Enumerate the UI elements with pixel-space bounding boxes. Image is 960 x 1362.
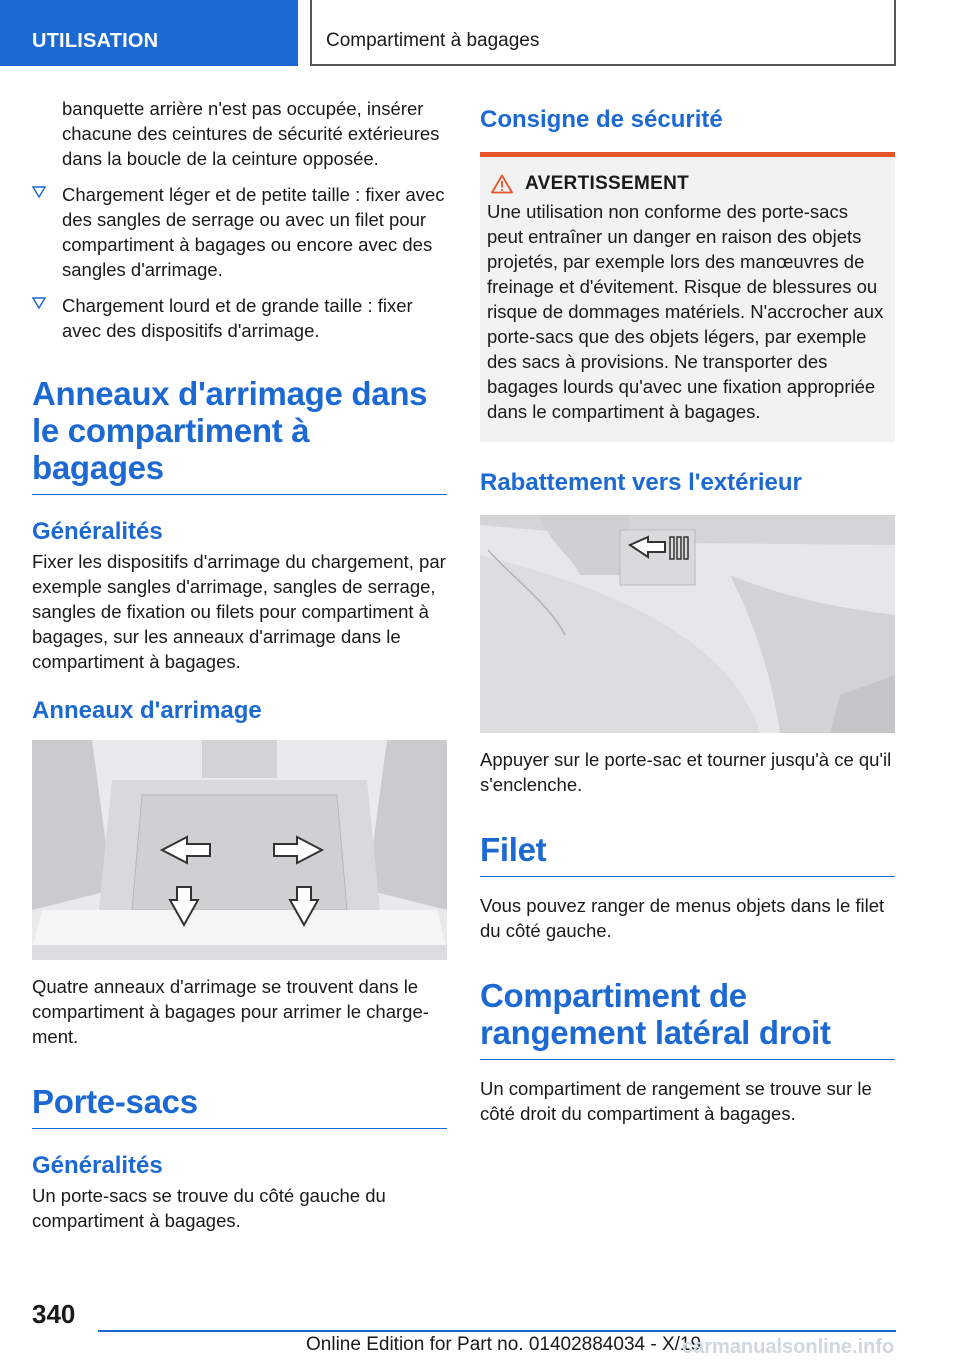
heading-bags-general: Généralités [32, 1152, 163, 1179]
fold-caption: Appuyer sur le porte-sac et tourner jusqu'à ce qu'il s'enclenche. [480, 749, 892, 795]
heading-net: Filet [480, 831, 895, 877]
left-column [32, 96, 447, 1233]
right-column [480, 96, 895, 1126]
page-number: 340 [32, 1299, 76, 1329]
section-title: UTILISATION [0, 0, 298, 66]
bags-paragraph: Un porte-sacs se trouve du côté gauche du compartiment à bagages. [32, 1185, 386, 1231]
page-header [0, 0, 960, 66]
trunk-rings-illustration [32, 740, 447, 960]
warning-triangle-icon [491, 174, 513, 194]
footer-rule [98, 1330, 896, 1332]
heading-tie-down-rings: Anneaux d'arrimage dans le compartiment à bagages [32, 375, 447, 495]
general-paragraph: Fixer les dispositifs d'arrimage du chargement, par exemple sangles d'arrimage, sangles de serrage, sangles de fixation ou filets pour compartiment à bagages, sur les anneaux d'arrimage dans le compartiment à bagages. [32, 551, 446, 672]
heading-fold-out: Rabattement vers l'extérieur [480, 469, 802, 496]
net-paragraph: Vous pouvez ranger de menus objets dans le filet du côté gauche. [480, 895, 885, 941]
heading-bag-hooks: Porte-sacs [32, 1083, 447, 1129]
list-item [32, 293, 447, 343]
warning-text: Une utilisation non conforme des porte-sacs peut entraîner un danger en raison des objets projetés, par exemple lors des manœuvres de freinage et d'évitement. Risque de blessures ou risque de dommages matériels. N'accrocher aux porte-sacs que des objets légers, par exemple des sacs à provisions. Ne transporter des bagages lourds qu'avec une fixation appropriée dans le compartiment à bagages. [487, 201, 884, 422]
continued-paragraph: banquette arrière n'est pas occupée, insérer chacune des ceintures de sécurité extérieures dans la boucle de la ceinture opposée. [62, 98, 440, 169]
warning-heading [487, 173, 888, 195]
watermark: carmanualsonline.info [682, 1336, 895, 1358]
topic-title: Compartiment à bagages [310, 0, 896, 66]
heading-general: Généralités [32, 518, 163, 545]
heading-rings: Anneaux d'arrimage [32, 697, 262, 724]
rings-caption: Quatre anneaux d'arrimage se trouvent dans le compartiment à bagages pour arrimer le chargement. [32, 976, 429, 1047]
list-item-text: Chargement léger et de petite taille : fixer avec des sangles de serrage ou avec un filet pour compartiment à bagages ou encore avec des sangles d'arrimage. [62, 184, 445, 280]
bag-hook-illustration [480, 515, 895, 733]
triangle-bullet-icon [32, 296, 46, 310]
heading-side-storage: Compartiment de rangement latéral droit [480, 977, 895, 1060]
heading-safety: Consigne de sécurité [480, 106, 723, 133]
warning-box [480, 152, 895, 442]
edition-note: Online Edition for Part no. 01402884034 - X/19 [306, 1334, 702, 1355]
list-item-text: Chargement lourd et de grande taille : fixer avec des dispositifs d'arrimage. [62, 295, 413, 341]
triangle-bullet-icon [32, 185, 46, 199]
warning-label: AVERTISSEMENT [525, 173, 690, 194]
list-item [32, 182, 447, 282]
storage-paragraph: Un compartiment de rangement se trouve sur le côté droit du compartiment à bagages. [480, 1078, 872, 1124]
